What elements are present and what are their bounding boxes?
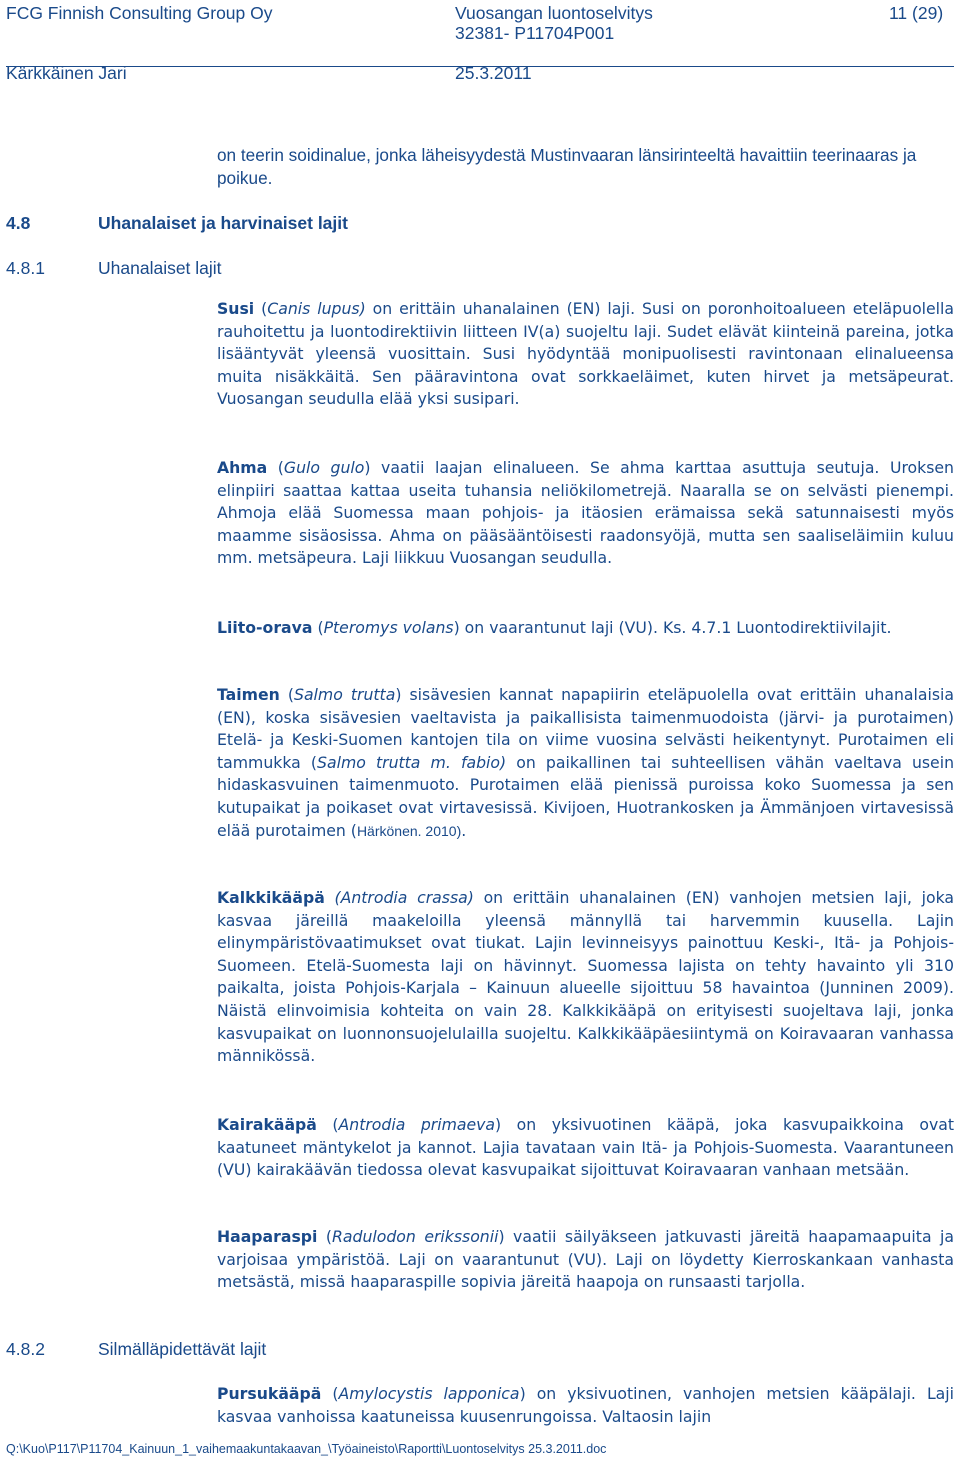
paragraph-text: ) sisävesien kannat napapiirin eteläpuolella ovat erittäin uhanalaisia (EN), koska sisävesien vaeltavista ja paikallisista taimenmuodoista (järvi- ja purotaimen) Etelä- ja Keski-Suomen kantojen tila on viime vuosina selvästi heikentynyt. Purotaimen eli tammukka (: [217, 685, 954, 772]
header-divider: [6, 66, 954, 67]
section-heading-4-8-2: [6, 1338, 266, 1360]
intro-text: on teerin soidinalue, jonka läheisyydestä Mustinvaaran länsirinteeltä havaittiin teerinaaras ja poikue.: [217, 145, 917, 188]
species-name: Kalkkikääpä: [217, 888, 325, 907]
species-name: Liito-orava: [217, 618, 313, 637]
header-author: Kärkkäinen Jari: [6, 63, 127, 83]
paragraph-pursukaapa: Pursukääpä (Amylocystis lapponica) on yksivuotinen, vanhojen metsien kääpälaji. Laji kasvaa vanhoissa kaatuneissa kuusenrungoissa. Valtaosin lajin: [217, 1384, 955, 1426]
paragraph-susi: Susi (Canis lupus) on erittäin uhanalainen (EN) laji. Susi on poronhoitoalueen eteläpuolella rauhoitettu ja luontodirektiivin liitteen IV(a) suojeltu laji. Sudet elävät kiinteinä pareina, jotka lisääntyvät yleensä vuosittain. Susi hyödyntää monipuolisesti ravintonaan elinalueensa muita nisäkkäitä. Sen pääravintona ovat sorkkaeläimet, kuten hirvet ja metsäpeurat. Vuosangan seudulla elää yksi susipari.: [217, 299, 955, 409]
paragraph-liito-orava: Liito-orava (Pteromys volans) on vaarantunut laji (VU). Ks. 4.7.1 Luontodirektiivilajit.: [217, 618, 892, 637]
footer-file-path: Q:\Kuo\P117\P11704_Kainuun_1_vaihemaakuntakaavan_\Työaineisto\Raportti\Luontoselvitys 25.3.2011.doc: [6, 1442, 607, 1456]
paragraph-text: ) on yksivuotinen, vanhojen metsien kääpälaji. Laji kasvaa vanhoissa kaatuneissa kuusenrungoissa. Valtaosin lajin: [217, 1384, 955, 1426]
scientific-name: Gulo gulo: [283, 458, 365, 477]
species-name: Ahma: [217, 458, 268, 477]
paragraph-ahma: Ahma (Gulo gulo) vaatii laajan elinalueen. Se ahma karttaa asuttuja seutuja. Uroksen elinpiiri saattaa kattaa useita tuhansia neliökilometrejä. Naaralla se on selvästi pienempi. Ahmoja elää Suomessa maan pohjois- ja itäosien erämaissa sekä satunnaisesti myös maamme sisäosissa. Ahma on pääsääntöisesti raadonsyöjä, mutta sen saaliseläimiin kuluu mm. metsäpeura. Laji liikkuu Vuosangan seudulla.: [217, 458, 954, 568]
header-report-title: Vuosangan luontoselvitys: [455, 3, 653, 23]
scientific-name-2: Salmo trutta m. fabio): [317, 752, 507, 772]
scientific-name: Radulodon erikssonii: [331, 1227, 499, 1246]
paragraph-taimen: Taimen (Salmo trutta) sisävesien kannat napapiirin eteläpuolella ovat erittäin uhanalaisia (EN), koska sisävesien vaeltavista ja paikallisista taimenmuodoista (järvi- ja purotaimen) Etelä- ja Keski-Suomen kantojen tila on viime vuosina selvästi heikentynyt. Purotaimen eli tammukka (Salmo trutta m. fabio) on paikallinen tai suhteellisen vähän vaeltava usein hidaskasvuinen taimenmuoto. Purotaimen elää pienissä puroissa koko Suomessa ja sen kutupaikat ja poikaset ovat virtavesissä. Kivijoen, Huotrankosken ja Ämmänjoen virtavesissä elää purotaimen (Härkönen. 2010).: [217, 685, 955, 840]
reference: Härkönen. 2010): [356, 822, 462, 839]
section-number: 4.8.2: [6, 1339, 45, 1359]
section-heading-4-8: [6, 212, 348, 234]
scientific-name: Salmo trutta: [293, 685, 396, 704]
paragraph-text: ) on vaarantunut laji (VU). Ks. 4.7.1 Luontodirektiivilajit.: [453, 618, 892, 637]
intro-paragraph: [217, 144, 954, 189]
paragraph-text: on erittäin uhanalainen (EN) vanhojen metsien laji, joka kasvaa järeillä maakeloilla yleensä männyllä tai harvemmin kuusella. Lajin elinympäristövaatimukset ovat tiukat. Lajin levinneisyys painottuu Keski-, Itä- ja Pohjois-Suomeen. Etelä-Suomesta laji on hävinnyt. Suomessa lajista on tehty havainto yli 310 paikalta, joista Pohjois-Karjala – Kainuun alueelle sijoittuu 58 havaintoa (Junninen 2009). Näistä elinvoimisia kohteita on vain 28. Kalkkikääpä on erityisesti suojeltava laji, jonka kasvupaikat on luonnonsuojelulailla suojeltu. Kalkkikääpäesiintymä on Koiravaaran vanhassa männikössä.: [217, 888, 955, 1066]
paragraph-text: ) vaatii säilyäkseen jatkuvasti järeitä haapamaapuita ja varjoisaa ympäristöä. Laji on vaarantunut (VU). Laji on löydetty Kierroskankaan vanhasta metsästä, missä haaparaspille sopivia järeitä haapoja on runsaasti tarjolla.: [217, 1227, 954, 1292]
section-title: Silmälläpidettävät lajit: [98, 1339, 267, 1359]
paragraph-text: ) vaatii laajan elinalueen. Se ahma karttaa asuttuja seutuja. Uroksen elinpiiri saattaa kattaa useita tuhansia neliökilometrejä. Naaralla se on selvästi pienempi. Ahmoja elää Suomessa maan pohjois- ja itäosien erämaissa sekä satunnaisesti myös maamme sisäosissa. Ahma on pääsääntöisesti raadonsyöjä, mutta sen saaliseläimiin kuluu mm. metsäpeura. Laji liikkuu Vuosangan seudulla.: [217, 458, 954, 568]
paragraph-haaparaspi: Haaparaspi (Radulodon erikssonii) vaatii säilyäkseen jatkuvasti järeitä haapamaapuita ja varjoisaa ympäristöä. Laji on vaarantunut (VU). Laji on löydetty Kierroskankaan vanhasta metsästä, missä haaparaspille sopivia järeitä haapoja on runsaasti tarjolla.: [217, 1227, 954, 1292]
header-project-code: 32381- P11704P001: [455, 23, 615, 43]
section-heading-4-8-1: [6, 257, 222, 279]
scientific-name: Pteromys volans: [323, 618, 454, 637]
species-name: Haaparaspi: [217, 1227, 318, 1246]
paragraph-kairakaapa: Kairakääpä (Antrodia primaeva) on yksivuotinen kääpä, joka kasvupaikkoina ovat kaatuneet mäntykelot ja kannot. Lajia tavataan vain Itä- ja Pohjois-Suomesta. Vaarantuneen (VU) kairakäävän tiedossa olevat kasvupaikat sijoittuvat Koiravaaran vanhaan metsään.: [217, 1115, 955, 1180]
header-date: 25.3.2011: [455, 63, 532, 83]
header-page-label: 11 (29): [889, 3, 944, 23]
scientific-name: Canis lupus): [267, 299, 366, 318]
species-name: Kairakääpä: [217, 1115, 317, 1134]
paragraph-text: ) on yksivuotinen kääpä, joka kasvupaikkoina ovat kaatuneet mäntykelot ja kannot. Lajia tavataan vain Itä- ja Pohjois-Suomesta. Vaarantuneen (VU) kairakäävän tiedossa olevat kasvupaikat sijoittuvat Koiravaaran vanhaan metsään.: [217, 1115, 955, 1180]
section-number: 4.8: [6, 213, 31, 233]
paragraph-text-2: on paikallinen tai suhteellisen vähän vaeltava usein hidaskasvuinen taimenmuoto. Purotaimen elää pienissä puroissa koko Suomessa ja sen kutupaikat ja poikaset ovat virtavesissä. Kivijoen, Huotrankosken ja Ämmänjoen virtavesissä elää purotaimen (: [217, 752, 955, 840]
header-company: FCG Finnish Consulting Group Oy: [6, 3, 273, 23]
species-name: Pursukääpä: [217, 1384, 322, 1403]
scientific-name: (Antrodia crassa): [324, 888, 474, 907]
section-title: Uhanalaiset lajit: [98, 258, 222, 278]
scientific-name: Antrodia primaeva: [338, 1115, 496, 1134]
paragraph-text: on erittäin uhanalainen (EN) laji. Susi on poronhoitoalueen eteläpuolella rauhoitettu ja luontodirektiivin liitteen IV(a) suojeltu laji. Sudet elävät kiinteinä pareina, jotka lisääntyvät yleensä vuosittain. Susi hyödyntää monipuolisesti ravintonaan elinalueensa muita nisäkkäitä. Sen pääravintona ovat sorkkaeläimet, kuten hirvet ja metsäpeurat. Vuosangan seudulla elää yksi susipari.: [217, 299, 955, 409]
species-name: Taimen: [217, 685, 280, 704]
scientific-name: Amylocystis lapponica: [338, 1384, 520, 1403]
section-title: Uhanalaiset ja harvinaiset lajit: [98, 213, 348, 233]
section-number: 4.8.1: [6, 258, 45, 278]
paragraph-kalkkikaapa: [217, 887, 954, 1068]
species-name: Susi: [217, 299, 255, 318]
